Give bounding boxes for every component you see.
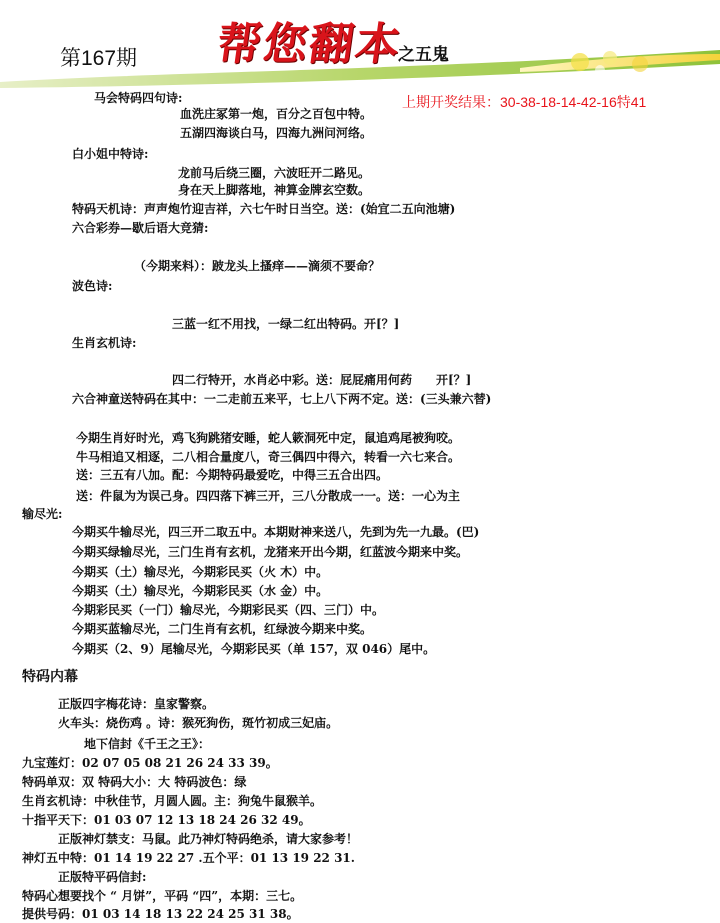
poem-heading: 波色诗: (72, 279, 113, 293)
numbers-line: 提供号码：01 03 14 18 13 22 24 25 31 38。 (22, 907, 299, 921)
poem-line: 三蓝一红不用找，一绿二红出特码。开[？] (172, 317, 400, 331)
issue-number: 第167期 (60, 47, 138, 70)
text-line: 今期买绿输尽光，三门生肖有玄机，龙猪来开出今期，红蓝波今期来中奖。 (72, 545, 469, 559)
text-line: 今期买（2、9）尾输尽光，今期彩民买（单 157，双 046）尾中。 (72, 642, 436, 656)
text-line: 今期生肖好时光，鸡飞狗跳猪安睡，蛇人簌洞死中定，鼠追鸡尾被狗咬。 (76, 431, 461, 445)
text-line: 正版特平码信封: (58, 870, 147, 884)
text-line: 今期买蓝输尽光，二门生肖有玄机，红绿波今期来中奖。 (72, 622, 373, 636)
text-line: 今期买（土）输尽光，今期彩民买（水 金）中。 (72, 584, 329, 598)
numbers-line: 神灯五中特：01 14 19 22 27 .五个平：01 13 19 22 31. (22, 851, 355, 865)
text-line: 地下信封《千王之王》： (84, 737, 211, 751)
text-line: 特码天机诗：声声炮竹迎吉祥，六七午时日当空。送：(始宜二五向池塘) (72, 202, 456, 216)
text-line: 今期买牛输尽光，四三开二取五中。本期财神来送八，先到为先一九最。(巴) (72, 525, 480, 539)
numbers-line: 九宝莲灯：02 07 05 08 21 26 24 33 39。 (22, 756, 278, 770)
text-line: 牛马相追又相逐，二八相合量度八，奇三偶四中得六，转看一六七来合。 (76, 450, 461, 464)
last-draw-result: 上期开奖结果：30-38-18-14-42-16特41 (402, 94, 647, 110)
text-line: 今期彩民买（一门）输尽光，今期彩民买（四、三门）中。 (72, 603, 385, 617)
poem-heading: 白小姐中特诗: (72, 147, 149, 161)
text-line: 送：三五有八加。配：今期特码最爱吃，中得三五合出四。 (76, 468, 389, 482)
poem-line: 血洗庄冢第一炮，百分之百包中特。 (180, 107, 373, 121)
poem-line: 身在天上脚落地，神算金牌玄空数。 (178, 183, 371, 197)
numbers-line: 十指平天下：01 03 07 12 13 18 24 26 32 49。 (22, 813, 311, 827)
text-line: 今期买（土）输尽光，今期彩民买（火 木）中。 (72, 565, 329, 579)
text-line: 生肖玄机诗：中秋佳节，月圆人圆。主：狗兔牛鼠猴羊。 (22, 794, 323, 808)
text-line: 火车头：烧伤鸡 。诗：猴死狗伤，斑竹初成三妃庙。 (58, 716, 339, 730)
text-line: 正版神灯禁支：马鼠。此乃神灯特码绝杀，请大家参考！ (58, 832, 359, 846)
poem-line: 四二行特开，水肖必中彩。送：屁屁痛用何药 开[？] (172, 373, 472, 387)
brand-title: 帮您翻本 (213, 19, 405, 70)
text-line: 六合神童送特码在其中：一二走前五来平，七上八下两不定。送：(三头兼六替) (72, 392, 492, 406)
section-title-tema-neimu: 特码内幕 (22, 669, 78, 685)
text-line: 特码心想要找个 “ 月饼”，平码 “四”，本期：三七。 (22, 889, 303, 903)
riddle-line: （今期来料）：跛龙头上搔痒——滴须不要命？ (134, 259, 381, 273)
section-heading: 输尽光: (22, 507, 63, 521)
text-line: 正版四字梅花诗：皇家警察。 (58, 697, 215, 711)
brand-subtitle: 之五鬼 (398, 45, 449, 65)
text-line: 特码单双：双 特码大小：大 特码波色：绿 (22, 775, 247, 789)
header-banner (0, 0, 720, 92)
poem-heading: 马会特码四句诗: (94, 91, 183, 105)
poem-heading: 生肖玄机诗: (72, 336, 137, 350)
text-line: 送：件鼠为为误己身。四四落下裤三开，三八分散成一一。送：一心为主 (76, 489, 461, 503)
poem-line: 龙前马后绕三圈，六波旺开二路见。 (178, 166, 371, 180)
poem-line: 五湖四海谈白马，四海九洲问河络。 (180, 126, 373, 140)
poem-heading: 六合彩券—歇后语大竞猜: (72, 221, 209, 235)
